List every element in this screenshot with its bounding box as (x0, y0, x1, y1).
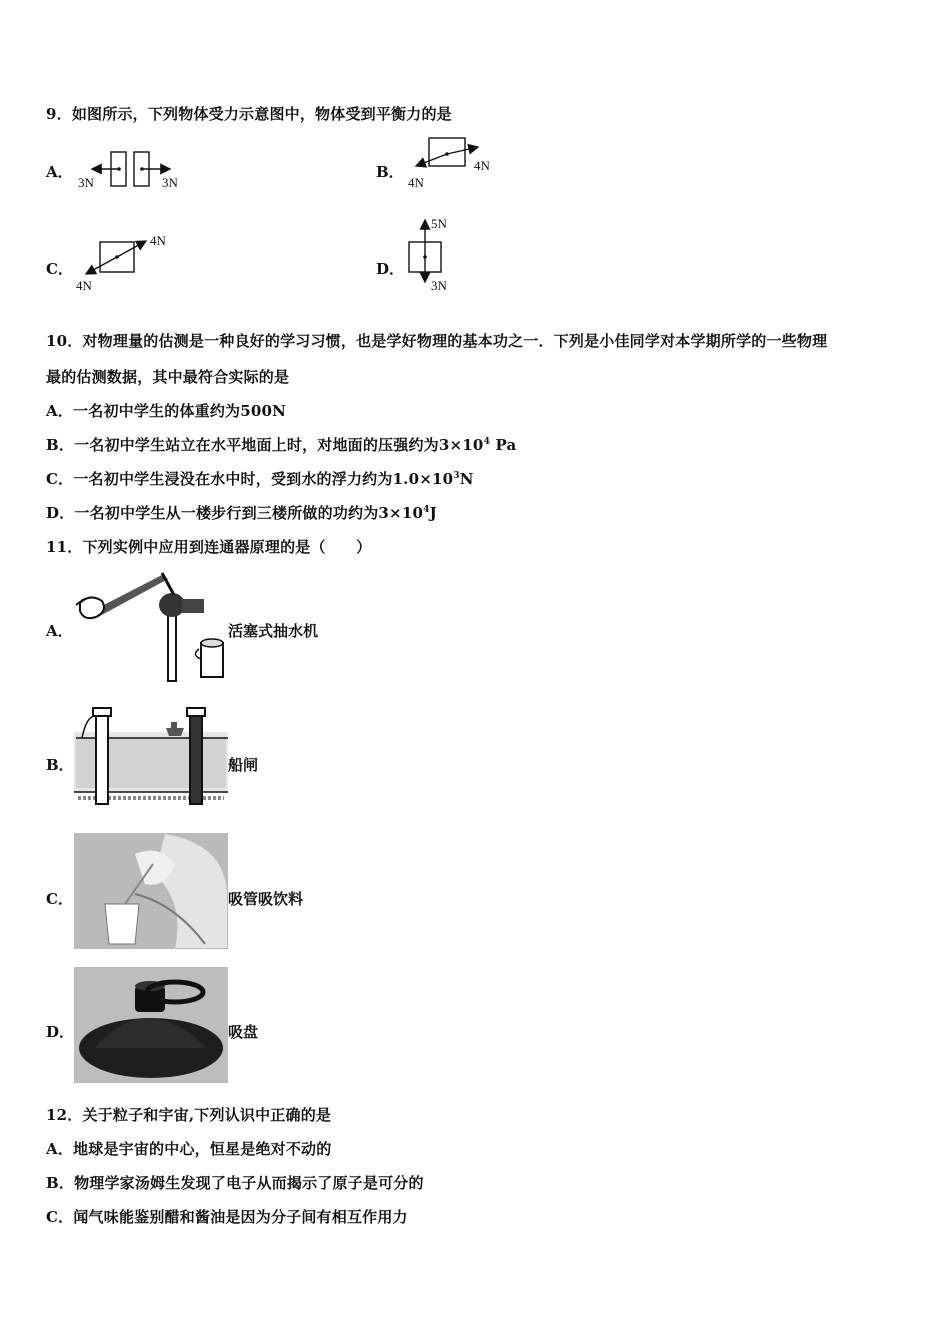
q9-stem: 9．如图所示，下列物体受力示意图中，物体受到平衡力的是 (46, 105, 452, 123)
q11-option-c-caption: 吸管吸饮料 (228, 890, 304, 908)
q12-stem: 12．关于粒子和宇宙,下列认识中正确的是 (46, 1106, 332, 1124)
q10-option-c: C．一名初中学生浸没在水中时，受到水的浮力约为$1.0\times 10^3N$ (46, 470, 474, 488)
q10-option-b: B．一名初中学生站立在水平地面上时，对地面的压强约为$3\times 10^4$ Pa (46, 436, 517, 454)
drinking-straw-photo (74, 833, 228, 949)
q10-stem-line1: 10．对物理量的估测是一种良好的学习习惯，也是学好物理的基本功之一．下列是小佳同学对本学期所学的一些物理 (46, 332, 828, 350)
q11-option-a-label: A． (46, 622, 73, 640)
q10-stem-line2: 最的估测数据，其中最符合实际的是 (46, 368, 290, 386)
q9-option-a-label: A． (46, 163, 73, 181)
q9-d-force-down: 3N (431, 278, 447, 293)
q9-diagram-b (404, 130, 504, 192)
q11-option-c-label: C． (46, 890, 73, 908)
q9-diagram-c (74, 228, 184, 298)
q12-option-b: B．物理学家汤姆生发现了电子从而揭示了原子是可分的 (46, 1174, 424, 1192)
q11-option-d-caption: 吸盘 (228, 1023, 259, 1041)
q9-c-force-right: 4N (150, 233, 166, 248)
q10-option-d: D．一名初中学生从一楼步行到三楼所做的功约为$3\times 10^4J$ (46, 504, 437, 522)
q12-option-c: C．闻气味能鉴别醋和酱油是因为分子间有相互作用力 (46, 1208, 408, 1226)
q11-option-b-caption: 船闸 (228, 756, 259, 774)
q9-d-force-up: 5N (431, 216, 447, 231)
q11-option-b-label: B． (46, 756, 74, 774)
q9-diagram-a (74, 146, 194, 194)
q11-option-a-caption: 活塞式抽水机 (228, 622, 319, 640)
q11-option-d-label: D． (46, 1023, 75, 1041)
q9-diagram-d (402, 214, 472, 296)
q12-option-a: A．地球是宇宙的中心，恒星是绝对不动的 (46, 1140, 332, 1158)
q9-option-b-label: B． (376, 163, 404, 181)
q9-a-force-left: 3N (78, 175, 94, 190)
q9-b-force-left: 4N (408, 175, 424, 190)
q9-c-force-left: 4N (76, 278, 92, 293)
q9-a-force-right: 3N (162, 175, 178, 190)
q11-stem: 11．下列实例中应用到连通器原理的是（ ） (46, 538, 372, 556)
q10-option-a: A．一名初中学生的体重约为500N (46, 402, 287, 420)
q9-option-d-label: D． (376, 260, 405, 278)
suction-cup-photo (74, 967, 228, 1083)
q9-b-force-right: 4N (474, 158, 490, 173)
piston-pump-image (74, 565, 229, 683)
ship-lock-image (74, 698, 229, 810)
q9-option-c-label: C． (46, 260, 73, 278)
